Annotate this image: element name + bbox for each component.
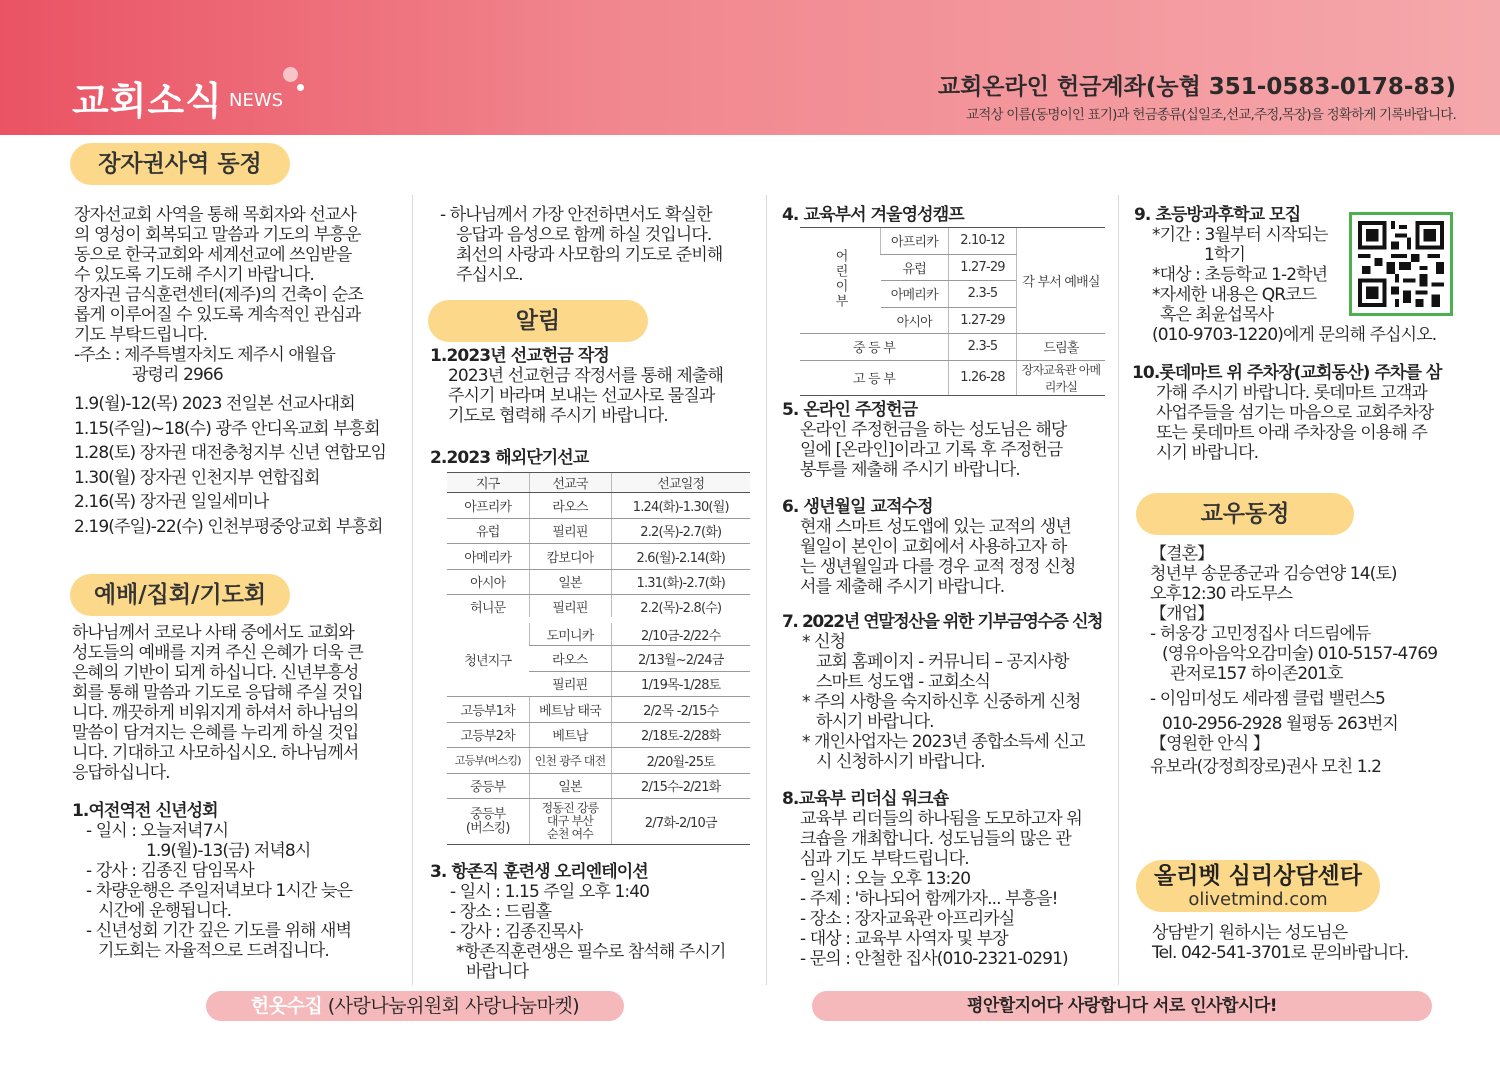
table-header: 선교일정 [611, 473, 750, 493]
table-cell: 일본 [529, 773, 611, 799]
text-line: 기도회는 자율적으로 드려집니다. [98, 941, 329, 961]
header-news-label: NEWS [229, 90, 284, 111]
notice-item3 [430, 862, 725, 982]
members-body [1150, 544, 1437, 777]
notice-item1 [430, 346, 723, 426]
table-cell: 아시아 [881, 307, 949, 334]
text-line: 시기 바랍니다. [1156, 443, 1259, 463]
table-cell: 아시아 [447, 569, 529, 595]
decor-dot-icon [283, 67, 298, 82]
item-title: 9. 초등방과후학교 모집 [1134, 205, 1301, 225]
olivet-counseling-badge [1136, 860, 1380, 912]
table-row [447, 722, 750, 748]
text-line: 온라인 주정헌금을 하는 성도님은 해당 [800, 420, 1067, 440]
table-cell: 2.3-5 [949, 334, 1017, 361]
camp-group-label: 어린이부 [832, 248, 848, 309]
column-divider [766, 195, 767, 985]
text-line: 주시기 바라며 보내는 선교사로 물질과 [448, 386, 715, 406]
text-line: 서를 제출해 주시기 바랍니다. [800, 577, 1005, 597]
text-line: * 신청 [802, 632, 846, 652]
text-line: - 신년성회 기간 깊은 기도를 위해 새벽 [86, 921, 352, 941]
table-cell: 아메리카 [447, 544, 529, 570]
text-line: 응답과 음성으로 함께 하실 것입니다. [456, 225, 712, 245]
text-line: 사업주들을 섬기는 마음으로 교회주차장 [1156, 403, 1434, 423]
text-line: 하나님께서 코로나 사태 중에서도 교회와 [72, 623, 354, 643]
table-cell: 베트남 태국 [529, 697, 611, 723]
text-line: 또는 롯데마트 아래 주차장을 이용해 주 [1156, 423, 1427, 443]
offering-note: 교적상 이름(동명이인 표기)과 헌금종류(십일조,선교,주정,목장)을 정확하게 기록바랍니다. [966, 107, 1456, 123]
event-line: 1.9(월)-12(목) 2023 전일본 선교사대회 [74, 394, 355, 414]
item-title: 8.교육부 리더십 워크숍 [782, 789, 949, 809]
text-line: 봉투를 제출해 주시기 바랍니다. [800, 460, 1020, 480]
text-line: *항존직훈련생은 필수로 참석해 주시기 [456, 942, 726, 962]
table-cell [447, 799, 529, 845]
text-line: 【개업】 [1150, 604, 1214, 624]
text-line: 가해 주시기 바랍니다. 롯데마트 고객과 [1156, 383, 1427, 403]
table-cell: 드림홀 [1017, 334, 1106, 361]
column-divider [1118, 195, 1119, 985]
mission-schedule-table [447, 472, 750, 845]
text-line: 2023년 선교헌금 작정서를 통해 제출해 [448, 366, 723, 386]
item-title: 1.2023년 선교헌금 작정 [430, 346, 609, 366]
cell-line: (버스킹) [465, 820, 510, 836]
text-line: - 일시 : 1.15 주일 오후 1:40 [450, 882, 650, 902]
text-line: - 대상 : 교육부 사역자 및 부장 [800, 929, 1008, 949]
col2-continued [440, 205, 722, 285]
text-line: - 장소 : 장자교육관 아프리카실 [800, 909, 1015, 929]
text-line: (영유아음악오감미술) 010-5157-4769 [1162, 644, 1438, 664]
table-cell: 일본 [529, 569, 611, 595]
item-title: 5. 온라인 주정헌금 [782, 400, 918, 420]
table-cell: 라오스 [529, 646, 611, 672]
clothes-collection-detail: (사랑나눔위원회 사랑나눔마켓) [322, 995, 580, 1017]
text-line: 장자선교회 사역을 통해 목회자와 선교사 [74, 205, 356, 225]
section-title-worship: 예배/집회/기도회 [70, 574, 290, 616]
worship-body [72, 623, 363, 783]
table-cell: 2.2(목)-2.7(화) [611, 518, 750, 544]
col3-item4-title [782, 205, 964, 225]
event-line: 2.19(주일)-22(수) 인천부평중앙교회 부흥회 [74, 516, 383, 537]
text-line: 성도들의 예배를 지켜 주신 은혜가 더욱 큰 [72, 643, 363, 663]
col3-item7 [782, 612, 1102, 772]
table-cell: 1.24(화)-1.30(월) [611, 493, 750, 519]
text-line: 장자권 금식훈련센터(제주)의 건축이 순조 [74, 285, 363, 305]
text-line: 기도로 협력해 주시기 바랍니다. [448, 406, 668, 426]
table-cell: 유럽 [447, 518, 529, 544]
table-row [447, 569, 750, 595]
text-line: 일에 [온라인]이라고 기록 후 주정헌금 [800, 440, 1063, 460]
text-line: - 주제 : '하나되어 함께가자... 부흥을! [800, 889, 1058, 909]
table-cell: 중등부 [447, 773, 529, 799]
table-cell: 라오스 [529, 493, 611, 519]
table-cell: 고 등 부 [800, 360, 949, 395]
table-cell: 2.2(목)-2.8(수) [611, 595, 750, 621]
cell-line: 중등부 [470, 806, 506, 822]
column-divider [412, 195, 413, 985]
cell-line: 정동진 강릉 [541, 801, 599, 815]
text-line: - 차량운행은 주일저녁보다 1시간 늦은 [86, 881, 352, 901]
text-line: 최선의 사랑과 사모함의 기도로 준비해 [456, 245, 723, 265]
text-line: 1학기 [1204, 245, 1245, 265]
table-header: 지구 [447, 473, 529, 493]
table-row [447, 773, 750, 799]
text-line: 상담받기 원하시는 성도님은 [1152, 923, 1348, 943]
clothes-collection-bar [206, 991, 624, 1021]
table-cell: 2/7화-2/10금 [611, 799, 750, 845]
table-row [447, 595, 750, 621]
text-line: 수 있도록 기도해 주시기 바랍니다. [74, 265, 314, 285]
table-cell: 아프리카 [881, 228, 949, 255]
jangja-events [74, 392, 386, 539]
header-title: 교회소식 [72, 79, 223, 123]
item-title: 3. 항존직 훈련생 오리엔테이션 [430, 862, 648, 882]
text-line: 혹은 최윤섭목사 [1160, 305, 1274, 325]
table-cell: 허니문 [447, 595, 529, 621]
decor-dot-small-icon [297, 84, 304, 91]
item-title: 10.롯데마트 위 주차장(교회동산) 주차를 삼 [1132, 363, 1442, 383]
table-cell: 각 부서 예배실 [1017, 228, 1106, 334]
text-line: 【결혼】 [1150, 544, 1214, 564]
text-line: 시간에 운행됩니다. [98, 901, 232, 921]
text-line: *자세한 내용은 QR코드 [1152, 285, 1317, 305]
text-line: 은혜의 기반이 되게 하십니다. 신년부흥성 [72, 663, 359, 683]
table-cell: 필리핀 [529, 595, 611, 621]
text-line: 회를 통해 말씀과 기도로 응답해 주실 것입 [72, 683, 363, 703]
table-cell: 장자교육관 아메리카실 [1017, 360, 1106, 395]
text-line: 교육부 리더들의 하나됨을 도모하고자 워 [800, 809, 1082, 829]
table-cell: 2.10-12 [949, 228, 1017, 255]
cell-line: 순천 여수 [546, 827, 594, 841]
text-line: 기도 부탁드립니다. [74, 325, 208, 345]
text-line: 광령리 2966 [132, 365, 223, 385]
text-line: 010-2956-2928 월평동 263번지 [1162, 714, 1398, 734]
winter-camp-table [800, 227, 1105, 396]
text-line: 동으로 한국교회와 세계선교에 쓰임받을 [74, 245, 352, 265]
text-line: -주소 : 제주특별자치도 제주시 애월읍 [74, 345, 335, 365]
table-header: 선교국 [529, 473, 611, 493]
text-line: - 일시 : 오늘저녁7시 [86, 821, 229, 841]
text-line: 스마트 성도앱 - 교회소식 [816, 672, 990, 692]
item-title: 7. 2022년 연말정산을 위한 기부금영수증 신청 [782, 612, 1103, 632]
text-line: 니다. 깨끗하게 비워지게 하셔서 하나님의 [72, 703, 359, 723]
table-cell: 필리핀 [529, 518, 611, 544]
text-line: 의 영성이 회복되고 말씀과 기도의 부흥운 [74, 225, 361, 245]
table-cell: 필리핀 [529, 671, 611, 697]
table-row [447, 620, 750, 646]
table-cell: 1.27-29 [949, 254, 1017, 281]
text-line: - 장소 : 드림홀 [450, 902, 552, 922]
text-line: 심과 기도 부탁드립니다. [800, 849, 969, 869]
table-cell: 청년지구 [447, 620, 529, 697]
table-cell: 도미니카 [529, 620, 611, 646]
table-row [447, 518, 750, 544]
text-line: - 이임미성도 세라젬 클럽 밸런스5 [1150, 689, 1385, 709]
text-line: *대상 : 초등학교 1-2학년 [1152, 265, 1328, 285]
text-line: *기간 : 3월부터 시작되는 [1152, 225, 1328, 245]
item-title: 2.2023 해외단기선교 [430, 448, 589, 468]
item-title: 6. 생년월일 교적수정 [782, 497, 933, 517]
table-row [800, 228, 1105, 255]
text-line: * 주의 사항을 숙지하신후 신중하게 신청 [802, 692, 1081, 712]
section-title-jangja: 장자권사역 동정 [70, 143, 290, 185]
table-cell: 2/13월~2/24금 [611, 646, 750, 672]
table-cell: 베트남 [529, 722, 611, 748]
table-cell: 고등부1차 [447, 697, 529, 723]
qr-code-icon[interactable] [1349, 212, 1453, 316]
table-cell [800, 228, 881, 334]
table-cell: 2/10금-2/22수 [611, 620, 750, 646]
text-line: 롭게 이루어질 수 있도록 계속적인 관심과 [74, 305, 361, 325]
table-cell: 아프리카 [447, 493, 529, 519]
event-line: 1.28(토) 장자권 대전충청지부 신년 연합모임 [74, 443, 387, 463]
table-cell: 아메리카 [881, 281, 949, 308]
table-cell: 2/15수-2/21화 [611, 773, 750, 799]
olivet-title: 올리벳 심리상담센타 [1154, 863, 1362, 889]
text-line: 1.9(월)-13(금) 저녁8시 [146, 841, 311, 861]
offering-account: 교회온라인 헌금계좌(농협 351-0583-0178-83) [937, 74, 1456, 100]
table-row [447, 493, 750, 519]
text-line: 월일이 본인이 교회에서 사용하고자 하 [800, 537, 1067, 557]
table-cell: 2/18토-2/28화 [611, 722, 750, 748]
text-line: 청년부 송문종군과 김승연양 14(토) [1150, 564, 1397, 584]
text-line: 응답하십니다. [72, 763, 170, 783]
table-row [447, 544, 750, 570]
item-title: 1.여전역전 신년성회 [72, 801, 218, 821]
item-title: 4. 교육부서 겨울영성캠프 [782, 205, 964, 225]
table-cell: 1.26-28 [949, 360, 1017, 395]
text-line: 오후12:30 라도무스 [1150, 584, 1293, 604]
table-cell: 인천 광주 대전 [529, 748, 611, 774]
text-line: 관저로157 하이존201호 [1170, 664, 1343, 684]
text-line: - 문의 : 안철한 집사(010-2321-0291) [800, 949, 1068, 969]
worship-item1 [72, 801, 352, 961]
table-row [447, 697, 750, 723]
text-line: - 강사 : 김종진목사 [450, 922, 583, 942]
greeting-bar: 평안할지어다 사랑합니다 서로 인사합시다! [812, 991, 1432, 1021]
table-cell: 2/20월-25토 [611, 748, 750, 774]
notice-item2-title [430, 448, 588, 468]
event-line: 2.16(목) 장자권 일일세미나 [74, 492, 269, 512]
text-line: 하시기 바랍니다. [816, 712, 934, 732]
event-line: 1.15(주일)~18(수) 광주 안디옥교회 부흥회 [74, 418, 380, 439]
text-line: Tel. 042-541-3701로 문의바랍니다. [1152, 943, 1409, 963]
col3-item5 [782, 400, 1066, 480]
text-line: (010-9703-1220)에게 문의해 주십시오. [1152, 325, 1437, 345]
table-row [800, 334, 1105, 361]
table-row [447, 799, 750, 845]
event-line: 1.30(월) 장자권 인천지부 연합집회 [74, 467, 320, 488]
text-line: 바랍니다 [466, 962, 529, 982]
text-line: 니다. 기대하고 사모하십시오. 하나님께서 [72, 743, 359, 763]
table-cell: 고등부(버스킹) [447, 748, 529, 774]
text-line: * 개인사업자는 2023년 종합소득세 신고 [802, 732, 1085, 752]
table-header-row [447, 473, 750, 493]
text-line: 시 신청하시기 바랍니다. [816, 752, 985, 772]
text-line: 주십시오. [456, 265, 523, 285]
text-line: 【영원한 안식 】 [1150, 734, 1269, 754]
table-row [447, 748, 750, 774]
cell-line: 대구 부산 [546, 814, 594, 828]
text-line: 현재 스마트 성도앱에 있는 교적의 생년 [800, 517, 1071, 537]
table-cell: 2.3-5 [949, 281, 1017, 308]
text-line: - 허웅강 고민정집사 더드림에듀 [1150, 624, 1371, 644]
col4-item10 [1132, 363, 1442, 463]
table-cell: 중 등 부 [800, 334, 949, 361]
table-cell: 고등부2차 [447, 722, 529, 748]
olivet-body [1152, 923, 1408, 963]
table-cell: 2/2목 -2/15수 [611, 697, 750, 723]
text-line: 말씀이 담겨지는 은혜를 누리게 하실 것입 [72, 723, 359, 743]
col3-item6 [782, 497, 1075, 597]
header-banner [0, 0, 1500, 135]
table-cell: 1/19목-1/28토 [611, 671, 750, 697]
clothes-collection-label: 헌옷수집 [250, 995, 323, 1017]
table-cell: 캄보디아 [529, 544, 611, 570]
text-line: - 일시 : 오늘 오후 13:20 [800, 869, 971, 889]
table-cell: 1.27-29 [949, 307, 1017, 334]
table-row [800, 360, 1105, 395]
text-line: 교회 홈페이지 - 커뮤니티 – 공지사항 [816, 652, 1069, 672]
table-cell [529, 799, 611, 845]
text-line: - 강사 : 김종진 담임목사 [86, 861, 254, 881]
col3-item8 [782, 789, 1082, 969]
olivet-url[interactable]: olivetmind.com [1188, 889, 1328, 910]
table-cell: 1.31(화)-2.7(화) [611, 569, 750, 595]
qr-code-graphic [1358, 221, 1444, 307]
table-cell: 유럽 [881, 254, 949, 281]
text-line: 크숍을 개최합니다. 성도님들의 많은 관 [800, 829, 1071, 849]
section-title-members: 교우동정 [1136, 493, 1354, 535]
text-line: 는 생년월일과 다를 경우 교적 정정 신청 [800, 557, 1076, 577]
text-line: 유보라(강정희장로)권사 모친 1.2 [1150, 757, 1382, 777]
text-line: - 하나님께서 가장 안전하면서도 확실한 [440, 205, 712, 225]
jangja-body [74, 205, 363, 385]
section-title-notice: 알림 [428, 300, 648, 342]
table-cell: 2.6(월)-2.14(화) [611, 544, 750, 570]
